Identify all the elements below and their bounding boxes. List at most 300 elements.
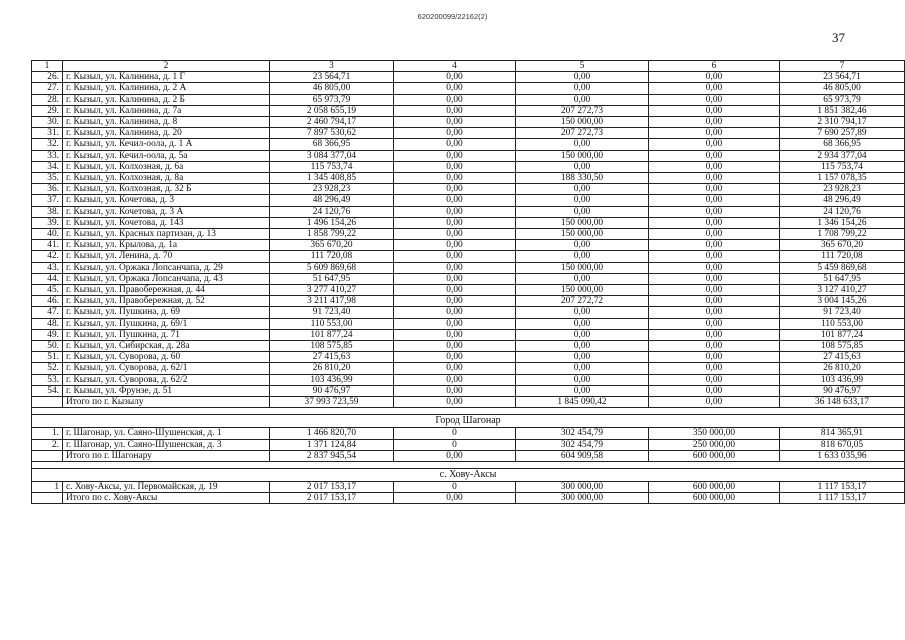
value-col3: 26 810,20 — [270, 363, 394, 374]
value-col5: 1 845 090,42 — [516, 397, 649, 408]
row-number: 53. — [32, 374, 63, 385]
row-number: 31. — [32, 128, 63, 139]
value-col7: 2 934 377,04 — [780, 150, 905, 161]
value-col3: 48 296,49 — [270, 195, 394, 206]
header-row — [32, 61, 905, 72]
value-col5: 604 909,58 — [516, 450, 649, 461]
value-col6: 0,00 — [649, 206, 780, 217]
value-col5: 0,00 — [516, 307, 649, 318]
value-col3: 51 647,95 — [270, 273, 394, 284]
row-number: 1 — [32, 61, 63, 72]
value-col6: 600 000,00 — [649, 493, 780, 504]
value-col4: 0,00 — [394, 296, 516, 307]
value-col6: 350 000,00 — [649, 428, 780, 439]
value-col4: 0,00 — [394, 150, 516, 161]
value-col3: 3 084 377,04 — [270, 150, 394, 161]
address-cell: г. Кызыл, ул. Сибирская, д. 28а — [63, 341, 270, 352]
total-row-khovu-aksy — [32, 493, 905, 504]
value-col6: 0,00 — [649, 83, 780, 94]
value-col6: 0,00 — [649, 150, 780, 161]
address-cell: г. Кызыл, ул. Фрунзе, д. 51 — [63, 385, 270, 396]
address-cell: Итого по с. Хову-Аксы — [63, 493, 270, 504]
value-col3: 111 720,08 — [270, 251, 394, 262]
address-cell: г. Кызыл, ул. Правобережная, д. 44 — [63, 285, 270, 296]
total-row-shagonar — [32, 450, 905, 461]
address-cell: г. Кызыл, ул. Пушкина, д. 69/1 — [63, 318, 270, 329]
value-col7: 1 708 799,22 — [780, 229, 905, 240]
value-col7: 7 — [780, 61, 905, 72]
value-col3: 23 928,23 — [270, 184, 394, 195]
value-col3: 2 058 655,19 — [270, 105, 394, 116]
value-col4: 0,00 — [394, 195, 516, 206]
value-col6: 600 000,00 — [649, 481, 780, 492]
value-col5: 0,00 — [516, 83, 649, 94]
value-col4: 0,00 — [394, 128, 516, 139]
table-row — [32, 363, 905, 374]
value-col4: 0,00 — [394, 251, 516, 262]
address-cell: г. Кызыл, ул. Кечил-оола, д. 5а — [63, 150, 270, 161]
spacer-cell — [32, 408, 905, 415]
value-col4: 0,00 — [394, 72, 516, 83]
row-number: 33. — [32, 150, 63, 161]
address-cell: г. Кызыл, ул. Суворова, д. 62/1 — [63, 363, 270, 374]
row-number — [32, 450, 63, 461]
value-col4: 0,00 — [394, 139, 516, 150]
address-cell: г. Кызыл, ул. Крылова, д. 1а — [63, 240, 270, 251]
address-cell: г. Кызыл, ул. Суворова, д. 62/2 — [63, 374, 270, 385]
value-col6: 0,00 — [649, 72, 780, 83]
table-row — [32, 296, 905, 307]
value-col6: 0,00 — [649, 262, 780, 273]
value-col6: 0,00 — [649, 341, 780, 352]
value-col6: 0,00 — [649, 184, 780, 195]
address-cell: г. Кызыл, ул. Кочетова, д. 3 А — [63, 206, 270, 217]
value-col5: 150 000,00 — [516, 285, 649, 296]
value-col6: 0,00 — [649, 318, 780, 329]
row-number: 52. — [32, 363, 63, 374]
row-number: 38. — [32, 206, 63, 217]
section-title: с. Хову-Аксы — [32, 468, 905, 481]
table-row — [32, 341, 905, 352]
value-col3: 5 609 869,68 — [270, 262, 394, 273]
value-col5: 150 000,00 — [516, 262, 649, 273]
table-row — [32, 439, 905, 450]
value-col7: 5 459 869,68 — [780, 262, 905, 273]
value-col3: 1 345 408,85 — [270, 173, 394, 184]
value-col6: 0,00 — [649, 251, 780, 262]
value-col3: 68 366,95 — [270, 139, 394, 150]
value-col7: 108 575,85 — [780, 341, 905, 352]
value-col7: 24 120,76 — [780, 206, 905, 217]
value-col5: 150 000,00 — [516, 117, 649, 128]
table-row — [32, 285, 905, 296]
value-col7: 3 127 410,27 — [780, 285, 905, 296]
value-col3: 2 017 153,17 — [270, 481, 394, 492]
value-col6: 0,00 — [649, 307, 780, 318]
value-col6: 0,00 — [649, 374, 780, 385]
value-col3: 24 120,76 — [270, 206, 394, 217]
table-row — [32, 307, 905, 318]
value-col3: 27 415,63 — [270, 352, 394, 363]
row-number: 51. — [32, 352, 63, 363]
address-cell: г. Кызыл, ул. Красных партизан, д. 13 — [63, 229, 270, 240]
value-col4: 0,00 — [394, 117, 516, 128]
value-col5: 0,00 — [516, 139, 649, 150]
value-col7: 1 851 382,46 — [780, 105, 905, 116]
value-col5: 302 454,79 — [516, 428, 649, 439]
value-col6: 0,00 — [649, 94, 780, 105]
row-number: 46. — [32, 296, 63, 307]
value-col7: 1 157 078,35 — [780, 173, 905, 184]
address-cell: г. Кызыл, ул. Калинина, д. 20 — [63, 128, 270, 139]
value-col6: 0,00 — [649, 285, 780, 296]
value-col6: 0,00 — [649, 385, 780, 396]
table-row — [32, 94, 905, 105]
value-col7: 65 973,79 — [780, 94, 905, 105]
row-number: 45. — [32, 285, 63, 296]
value-col5: 0,00 — [516, 329, 649, 340]
value-col5: 150 000,00 — [516, 217, 649, 228]
row-number: 44. — [32, 273, 63, 284]
address-cell: г. Кызыл, ул. Пушкина, д. 71 — [63, 329, 270, 340]
table-row — [32, 374, 905, 385]
value-col3: 115 753,74 — [270, 161, 394, 172]
spacer-cell — [32, 461, 905, 468]
value-col7: 23 928,23 — [780, 184, 905, 195]
value-col3: 2 837 945,54 — [270, 450, 394, 461]
value-col6: 0,00 — [649, 139, 780, 150]
value-col3: 3 — [270, 61, 394, 72]
table-row — [32, 105, 905, 116]
value-col7: 68 366,95 — [780, 139, 905, 150]
row-number: 2. — [32, 439, 63, 450]
value-col7: 51 647,95 — [780, 273, 905, 284]
table-row — [32, 217, 905, 228]
value-col4: 0,00 — [394, 217, 516, 228]
table-row — [32, 318, 905, 329]
address-cell: Итого по г. Шагонару — [63, 450, 270, 461]
value-col3: 110 553,00 — [270, 318, 394, 329]
value-col7: 91 723,40 — [780, 307, 905, 318]
value-col7: 1 117 153,17 — [780, 481, 905, 492]
value-col7: 90 476,97 — [780, 385, 905, 396]
value-col5: 0,00 — [516, 318, 649, 329]
value-col3: 65 973,79 — [270, 94, 394, 105]
value-col4: 0,00 — [394, 450, 516, 461]
table-row — [32, 72, 905, 83]
table-row — [32, 139, 905, 150]
table-row — [32, 385, 905, 396]
address-cell: г. Кызыл, ул. Колхозная, д. 32 Б — [63, 184, 270, 195]
value-col5: 207 272,72 — [516, 296, 649, 307]
address-cell: 2 — [63, 61, 270, 72]
value-col4: 0,00 — [394, 184, 516, 195]
value-col3: 103 436,99 — [270, 374, 394, 385]
table-row — [32, 150, 905, 161]
value-col4: 0,00 — [394, 363, 516, 374]
value-col4: 0 — [394, 428, 516, 439]
value-col6: 0,00 — [649, 240, 780, 251]
value-col6: 0,00 — [649, 329, 780, 340]
value-col5: 0,00 — [516, 161, 649, 172]
address-cell: г. Шагонар, ул. Саяно-Шушенская, д. 1 — [63, 428, 270, 439]
value-col5: 0,00 — [516, 206, 649, 217]
value-col7: 103 436,99 — [780, 374, 905, 385]
row-number: 36. — [32, 184, 63, 195]
value-col4: 0,00 — [394, 83, 516, 94]
value-col7: 111 720,08 — [780, 251, 905, 262]
row-number: 43. — [32, 262, 63, 273]
value-col6: 0,00 — [649, 352, 780, 363]
row-number: 1 — [32, 481, 63, 492]
table-row — [32, 273, 905, 284]
table-row — [32, 240, 905, 251]
row-number: 30. — [32, 117, 63, 128]
value-col7: 1 633 035,96 — [780, 450, 905, 461]
page-number: 37 — [832, 30, 845, 45]
table-row — [32, 251, 905, 262]
value-col5: 300 000,00 — [516, 481, 649, 492]
section-spacer — [32, 408, 905, 415]
row-number: 48. — [32, 318, 63, 329]
table-row — [32, 83, 905, 94]
value-col4: 0,00 — [394, 173, 516, 184]
value-col3: 1 496 154,26 — [270, 217, 394, 228]
value-col6: 0,00 — [649, 195, 780, 206]
table-body — [32, 61, 905, 504]
value-col4: 0,00 — [394, 285, 516, 296]
value-col7: 23 564,71 — [780, 72, 905, 83]
value-col6: 0,00 — [649, 161, 780, 172]
table-row — [32, 128, 905, 139]
value-col4: 0,00 — [394, 385, 516, 396]
value-col5: 207 272,73 — [516, 105, 649, 116]
value-col5: 150 000,00 — [516, 150, 649, 161]
value-col4: 0,00 — [394, 206, 516, 217]
row-number: 50. — [32, 341, 63, 352]
value-col4: 0,00 — [394, 318, 516, 329]
total-row-kyzyl — [32, 397, 905, 408]
document-id: 620200099/22162(2) — [417, 12, 488, 21]
value-col6: 6 — [649, 61, 780, 72]
value-col5: 0,00 — [516, 72, 649, 83]
value-col6: 250 000,00 — [649, 439, 780, 450]
table-row — [32, 262, 905, 273]
value-col4: 0,00 — [394, 273, 516, 284]
value-col6: 0,00 — [649, 117, 780, 128]
value-col7: 115 753,74 — [780, 161, 905, 172]
value-col7: 3 004 145,26 — [780, 296, 905, 307]
value-col5: 0,00 — [516, 374, 649, 385]
row-number: 40. — [32, 229, 63, 240]
table-row — [32, 117, 905, 128]
table-row — [32, 173, 905, 184]
address-cell: г. Кызыл, ул. Кочетова, д. 143 — [63, 217, 270, 228]
value-col3: 108 575,85 — [270, 341, 394, 352]
value-col3: 1 858 799,22 — [270, 229, 394, 240]
address-cell: г. Кызыл, ул. Калинина, д. 8 — [63, 117, 270, 128]
value-col7: 26 810,20 — [780, 363, 905, 374]
value-col5: 5 — [516, 61, 649, 72]
address-cell: Итого по г. Кызылу — [63, 397, 270, 408]
address-cell: г. Кызыл, ул. Колхозная, д. 8а — [63, 173, 270, 184]
address-cell: г. Кызыл, ул. Калинина, д. 7а — [63, 105, 270, 116]
address-cell: г. Кызыл, ул. Калинина, д. 1 Г — [63, 72, 270, 83]
value-col4: 0 — [394, 481, 516, 492]
value-col4: 0,00 — [394, 229, 516, 240]
value-col3: 2 460 794,17 — [270, 117, 394, 128]
value-col4: 0 — [394, 439, 516, 450]
table-row — [32, 352, 905, 363]
value-col5: 188 330,50 — [516, 173, 649, 184]
address-cell: г. Кызыл, ул. Ленина, д. 70 — [63, 251, 270, 262]
value-col3: 3 211 417,98 — [270, 296, 394, 307]
row-number: 34. — [32, 161, 63, 172]
value-col5: 0,00 — [516, 94, 649, 105]
address-cell: г. Кызыл, ул. Оржака Лопсанчапа, д. 29 — [63, 262, 270, 273]
row-number — [32, 493, 63, 504]
address-cell: г. Кызыл, ул. Пушкина, д. 69 — [63, 307, 270, 318]
value-col7: 2 310 794,17 — [780, 117, 905, 128]
value-col4: 4 — [394, 61, 516, 72]
address-cell: г. Кызыл, ул. Оржака Лопсанчапа, д. 43 — [63, 273, 270, 284]
value-col7: 27 415,63 — [780, 352, 905, 363]
value-col3: 46 805,00 — [270, 83, 394, 94]
value-col5: 0,00 — [516, 385, 649, 396]
value-col5: 0,00 — [516, 363, 649, 374]
value-col3: 1 371 124,84 — [270, 439, 394, 450]
value-col6: 0,00 — [649, 217, 780, 228]
value-col5: 150 000,00 — [516, 229, 649, 240]
value-col7: 101 877,24 — [780, 329, 905, 340]
row-number: 35. — [32, 173, 63, 184]
table-row — [32, 428, 905, 439]
row-number: 32. — [32, 139, 63, 150]
value-col7: 48 296,49 — [780, 195, 905, 206]
value-col3: 7 897 530,62 — [270, 128, 394, 139]
address-cell: г. Кызыл, ул. Суворова, д. 60 — [63, 352, 270, 363]
value-col3: 101 877,24 — [270, 329, 394, 340]
section-title: Город Шагонар — [32, 415, 905, 428]
row-number: 29. — [32, 105, 63, 116]
table-row — [32, 195, 905, 206]
value-col4: 0,00 — [394, 94, 516, 105]
row-number — [32, 397, 63, 408]
table-row — [32, 481, 905, 492]
row-number: 39. — [32, 217, 63, 228]
address-cell: г. Кызыл, ул. Правобережная, д. 52 — [63, 296, 270, 307]
value-col3: 23 564,71 — [270, 72, 394, 83]
row-number: 37. — [32, 195, 63, 206]
value-col7: 818 670,05 — [780, 439, 905, 450]
value-col4: 0,00 — [394, 240, 516, 251]
value-col4: 0,00 — [394, 329, 516, 340]
value-col7: 7 690 257,89 — [780, 128, 905, 139]
value-col5: 0,00 — [516, 195, 649, 206]
row-number: 26. — [32, 72, 63, 83]
row-number: 49. — [32, 329, 63, 340]
value-col4: 0,00 — [394, 397, 516, 408]
value-col7: 46 805,00 — [780, 83, 905, 94]
value-col5: 0,00 — [516, 341, 649, 352]
value-col3: 37 993 723,59 — [270, 397, 394, 408]
value-col5: 300 000,00 — [516, 493, 649, 504]
value-col6: 0,00 — [649, 363, 780, 374]
value-col6: 0,00 — [649, 397, 780, 408]
address-cell: г. Шагонар, ул. Саяно-Шушенская, д. 3 — [63, 439, 270, 450]
address-cell: г. Кызыл, ул. Кечил-оола, д. 1 А — [63, 139, 270, 150]
value-col3: 1 466 820,70 — [270, 428, 394, 439]
table-row — [32, 184, 905, 195]
value-col4: 0,00 — [394, 493, 516, 504]
section-spacer — [32, 461, 905, 468]
table-row — [32, 229, 905, 240]
value-col6: 0,00 — [649, 229, 780, 240]
value-col3: 365 670,20 — [270, 240, 394, 251]
value-col7: 365 670,20 — [780, 240, 905, 251]
value-col7: 36 148 633,17 — [780, 397, 905, 408]
row-number: 27. — [32, 83, 63, 94]
value-col5: 0,00 — [516, 273, 649, 284]
value-col5: 0,00 — [516, 240, 649, 251]
value-col4: 0,00 — [394, 161, 516, 172]
value-col3: 90 476,97 — [270, 385, 394, 396]
value-col4: 0,00 — [394, 307, 516, 318]
value-col7: 1 346 154,26 — [780, 217, 905, 228]
row-number: 54. — [32, 385, 63, 396]
value-col4: 0,00 — [394, 352, 516, 363]
row-number: 42. — [32, 251, 63, 262]
value-col7: 1 117 153,17 — [780, 493, 905, 504]
value-col4: 0,00 — [394, 105, 516, 116]
value-col6: 0,00 — [649, 128, 780, 139]
value-col3: 91 723,40 — [270, 307, 394, 318]
address-cell: г. Кызыл, ул. Калинина, д. 2 Б — [63, 94, 270, 105]
value-col4: 0,00 — [394, 374, 516, 385]
value-col6: 0,00 — [649, 296, 780, 307]
row-number: 47. — [32, 307, 63, 318]
value-col3: 3 277 410,27 — [270, 285, 394, 296]
section-header-khovu-aksy — [32, 468, 905, 481]
table-row — [32, 206, 905, 217]
table-row — [32, 161, 905, 172]
value-col6: 0,00 — [649, 173, 780, 184]
value-col7: 110 553,00 — [780, 318, 905, 329]
row-number: 28. — [32, 94, 63, 105]
value-col4: 0,00 — [394, 262, 516, 273]
value-col5: 0,00 — [516, 251, 649, 262]
value-col4: 0,00 — [394, 341, 516, 352]
address-cell: г. Кызыл, ул. Калинина, д. 2 А — [63, 83, 270, 94]
value-col6: 0,00 — [649, 105, 780, 116]
row-number: 41. — [32, 240, 63, 251]
section-header-shagonar — [32, 415, 905, 428]
address-cell: г. Кызыл, ул. Колхозная, д. 6а — [63, 161, 270, 172]
budget-table — [31, 60, 905, 504]
value-col5: 0,00 — [516, 352, 649, 363]
value-col7: 814 365,91 — [780, 428, 905, 439]
value-col6: 0,00 — [649, 273, 780, 284]
address-cell: г. Кызыл, ул. Кочетова, д. 3 — [63, 195, 270, 206]
row-number: 1. — [32, 428, 63, 439]
value-col5: 302 454,79 — [516, 439, 649, 450]
value-col3: 2 017 153,17 — [270, 493, 394, 504]
value-col5: 0,00 — [516, 184, 649, 195]
address-cell: с. Хову-Аксы, ул. Первомайская, д. 19 — [63, 481, 270, 492]
value-col5: 207 272,73 — [516, 128, 649, 139]
table-row — [32, 329, 905, 340]
value-col6: 600 000,00 — [649, 450, 780, 461]
